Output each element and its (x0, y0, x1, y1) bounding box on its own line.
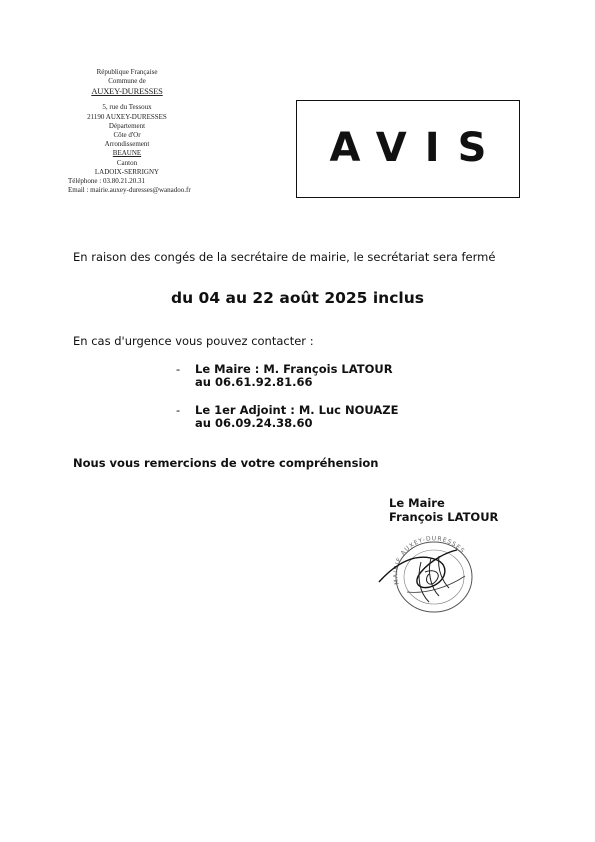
avis-box (296, 100, 520, 198)
canton-name: LADOIX-SERRIGNY (94, 167, 160, 176)
canton-label: Canton (116, 158, 138, 167)
contact-phone: au 06.61.92.81.66 (195, 375, 313, 389)
mairie-letterhead (62, 68, 192, 195)
list-dash: - (176, 403, 181, 417)
intro-text: En raison des congés de la secrétaire de mairie, le secrétariat sera fermé (73, 250, 496, 264)
thanks-text: Nous vous remercions de votre compréhension (73, 456, 379, 470)
closure-dates: du 04 au 22 août 2025 inclus (171, 289, 424, 307)
signature-name: François LATOUR (389, 510, 499, 524)
arrondissement-name: BEAUNE (112, 149, 142, 158)
department-name: Côte d'Or (113, 131, 141, 140)
arrondissement-label: Arrondissement (104, 140, 150, 149)
email-line: Email : mairie.auxey-duresses@wanadoo.fr (68, 186, 191, 195)
republic-label: République Française (96, 68, 158, 76)
contact-name: Le 1er Adjoint : M. Luc NOUAZE (195, 403, 399, 417)
department-label: Département (108, 121, 146, 130)
signature-title: Le Maire (389, 496, 445, 510)
address-line-1: 5, rue du Tessoux (102, 103, 152, 112)
contact-name: Le Maire : M. François LATOUR (195, 362, 393, 376)
avis-title: AVIS (329, 125, 505, 171)
contact-phone: au 06.09.24.38.60 (195, 416, 313, 430)
list-dash: - (176, 362, 181, 376)
stamp-text: MAIRIE AUXEY-DURESSES (392, 535, 467, 586)
emergency-intro: En cas d'urgence vous pouvez contacter : (73, 334, 314, 348)
address-line-2: 21190 AUXEY-DURESSES (87, 112, 167, 121)
mairie-stamp-signature (377, 522, 489, 622)
commune-name: AUXEY-DURESSES (91, 86, 163, 97)
commune-label: Commune de (108, 77, 146, 86)
phone-line: Téléphone : 03.80.21.20.31 (68, 177, 145, 186)
